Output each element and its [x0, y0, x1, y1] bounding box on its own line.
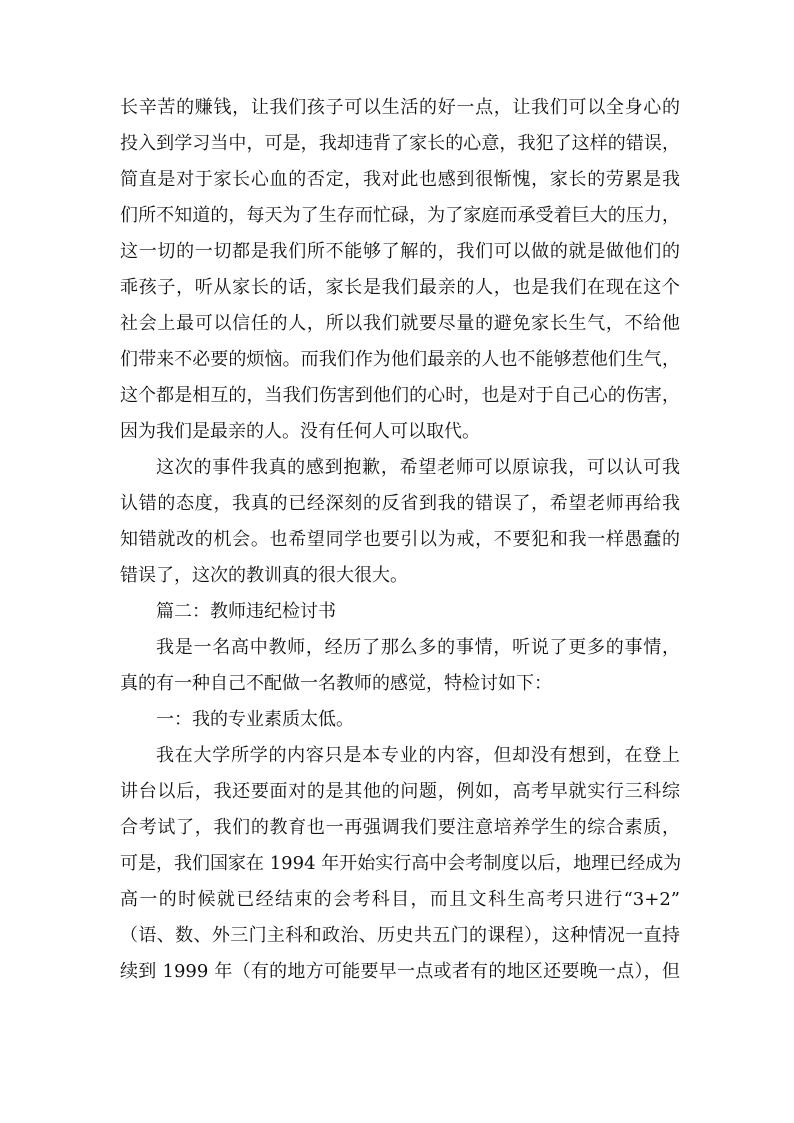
body-text-line: （语、数、外三门主科和政治、历史共五门的课程），这种情况一直持 — [120, 925, 680, 946]
body-text-line: 这个都是相互的，当我们伤害到他们的心时，也是对于自己心的伤害， — [120, 385, 680, 406]
section-heading: 篇二：教师违纪检讨书 — [156, 601, 336, 622]
body-text-line: 这一切的一切都是我们所不能够了解的，我们可以做的就是做他们的 — [120, 241, 680, 262]
body-text-line: 因为我们是最亲的人。没有任何人可以取代。 — [120, 421, 480, 442]
body-text-line: 高一的时候就已经结束的会考科目，而且文科生高考只进行“3+2” — [120, 889, 680, 910]
body-text-line: 认错的态度，我真的已经深刻的反省到我的错误了，希望老师再给我 — [120, 493, 680, 514]
body-text-line: 们所不知道的，每天为了生存而忙碌，为了家庭而承受着巨大的压力， — [120, 205, 680, 226]
body-text-line: 合考试了，我们的教育也一再强调我们要注意培养学生的综合素质， — [120, 817, 680, 838]
body-text-line: 讲台以后，我还要面对的是其他的问题，例如，高考早就实行三科综 — [120, 781, 680, 802]
body-text-line: 社会上最可以信任的人，所以我们就要尽量的避免家长生气，不给他 — [120, 313, 680, 334]
body-text-line: 长辛苦的赚钱，让我们孩子可以生活的好一点，让我们可以全身心的 — [120, 97, 680, 118]
body-text-line: 知错就改的机会。也希望同学也要引以为戒，不要犯和我一样愚蠢的 — [120, 529, 680, 550]
subheading: 一：我的专业素质太低。 — [156, 709, 354, 730]
paragraph-first-line: 我是一名高中教师，经历了那么多的事情，听说了更多的事情， — [156, 637, 680, 658]
body-text-line: 们带来不必要的烦恼。而我们作为他们最亲的人也不能够惹他们生气， — [120, 349, 680, 370]
body-text-line: 简直是对于家长心血的否定，我对此也感到很惭愧，家长的劳累是我 — [120, 169, 680, 190]
body-text-line: 乖孩子，听从家长的话，家长是我们最亲的人，也是我们在现在这个 — [120, 277, 680, 298]
body-text-line: 错误了，这次的教训真的很大很大。 — [120, 565, 408, 586]
paragraph-first-line: 这次的事件我真的感到抱歉，希望老师可以原谅我，可以认可我 — [156, 457, 680, 478]
body-text-line: 投入到学习当中，可是，我却违背了家长的心意，我犯了这样的错误， — [120, 133, 680, 154]
body-text-line: 可是，我们国家在 1994 年开始实行高中会考制度以后，地理已经成为 — [120, 853, 682, 874]
paragraph-first-line: 我在大学所学的内容只是本专业的内容，但却没有想到，在登上 — [156, 745, 680, 766]
body-text-line: 续到 1999 年（有的地方可能要早一点或者有的地区还要晚一点），但 — [120, 961, 680, 982]
body-text-line: 真的有一种自己不配做一名教师的感觉，特检讨如下： — [120, 673, 552, 694]
